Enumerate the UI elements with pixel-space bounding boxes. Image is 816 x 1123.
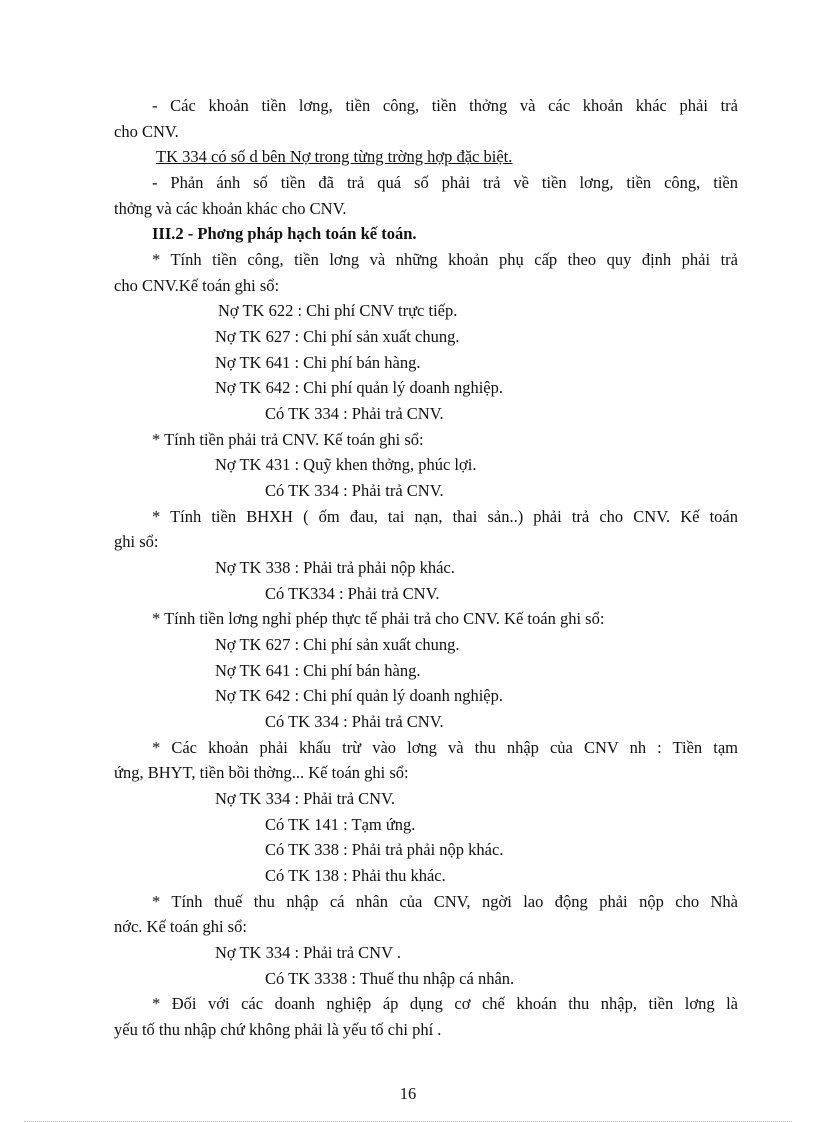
text-line-9: Nợ TK 622 : Chi phí CNV trực tiếp. xyxy=(218,301,458,320)
text-line-11: Nợ TK 641 : Chi phí bán hàng. xyxy=(215,353,421,372)
text-line-34: Nợ TK 334 : Phải trả CNV . xyxy=(215,943,401,962)
text-line-21: * Tính tiền lơng nghỉ phép thực tế phải trả cho CNV. Kế toán ghi sổ: xyxy=(152,609,605,628)
text-line-13: Có TK 334 : Phải trả CNV. xyxy=(265,404,444,423)
text-line-37: yếu tố thu nhập chứ không phải là yếu tố chi phí . xyxy=(114,1020,442,1039)
text-line-5: thởng và các khoản khác cho CNV. xyxy=(114,199,347,218)
text-line-33: nớc. Kế toán ghi sổ: xyxy=(114,917,247,936)
text-line-23: Nợ TK 641 : Chi phí bán hàng. xyxy=(215,661,421,680)
text-line-16: Có TK 334 : Phải trả CNV. xyxy=(265,481,444,500)
text-line-22: Nợ TK 627 : Chi phí sản xuất chung. xyxy=(215,635,460,654)
text-line-14: * Tính tiền phải trả CNV. Kế toán ghi sổ: xyxy=(152,430,424,449)
bottom-divider xyxy=(24,1121,792,1122)
text-line-35: Có TK 3338 : Thuế thu nhập cá nhân. xyxy=(265,969,515,988)
text-line-36: * Đối với các doanh nghiệp áp dụng cơ chế khoán thu nhập, tiền lơng là xyxy=(152,994,738,1013)
text-line-18: ghi sổ: xyxy=(114,532,159,551)
text-line-27: ứng, BHYT, tiền bồi thờng... Kế toán ghi sổ: xyxy=(114,763,409,782)
text-line-19: Nợ TK 338 : Phải trả phải nộp khác. xyxy=(215,558,455,577)
text-line-17: * Tính tiền BHXH ( ốm đau, tai nạn, thai sản..) phải trả cho CNV. Kế toán xyxy=(152,507,738,526)
text-line-1: - Các khoản tiền lơng, tiền công, tiền thởng và các khoản khác phải trả xyxy=(152,96,738,115)
section-heading: III.2 - Phơng pháp hạch toán kế toán. xyxy=(152,224,417,243)
text-line-32: * Tính thuế thu nhập cá nhân của CNV, ngời lao động phải nộp cho Nhà xyxy=(152,892,738,911)
text-line-15: Nợ TK 431 : Quỹ khen thởng, phúc lợi. xyxy=(215,455,477,474)
text-line-10: Nợ TK 627 : Chi phí sản xuất chung. xyxy=(215,327,460,346)
text-line-4: - Phản ánh số tiền đã trả quá số phải trả về tiền lơng, tiền công, tiền xyxy=(152,173,738,192)
text-line-12: Nợ TK 642 : Chi phí quản lý doanh nghiệp. xyxy=(215,378,503,397)
text-line-26: * Các khoản phải khấu trừ vào lơng và thu nhập của CNV nh : Tiền tạm xyxy=(152,738,738,757)
text-line-30: Có TK 338 : Phải trả phải nộp khác. xyxy=(265,840,504,859)
text-line-20: Có TK334 : Phải trả CNV. xyxy=(265,584,440,603)
text-line-25: Có TK 334 : Phải trả CNV. xyxy=(265,712,444,731)
text-line-28: Nợ TK 334 : Phải trả CNV. xyxy=(215,789,395,808)
page-number: 16 xyxy=(399,1084,417,1103)
text-line-3: TK 334 có số d bên Nợ trong từng trờng hợp đặc biệt. xyxy=(156,147,513,166)
text-line-29: Có TK 141 : Tạm ứng. xyxy=(265,815,416,834)
text-line-24: Nợ TK 642 : Chi phí quản lý doanh nghiệp. xyxy=(215,686,503,705)
text-line-2: cho CNV. xyxy=(114,122,179,141)
text-line-8: cho CNV.Kế toán ghi sổ: xyxy=(114,276,280,295)
text-line-31: Có TK 138 : Phải thu khác. xyxy=(265,866,446,885)
text-line-7: * Tính tiền công, tiền lơng và những khoản phụ cấp theo quy định phải trả xyxy=(152,250,738,269)
